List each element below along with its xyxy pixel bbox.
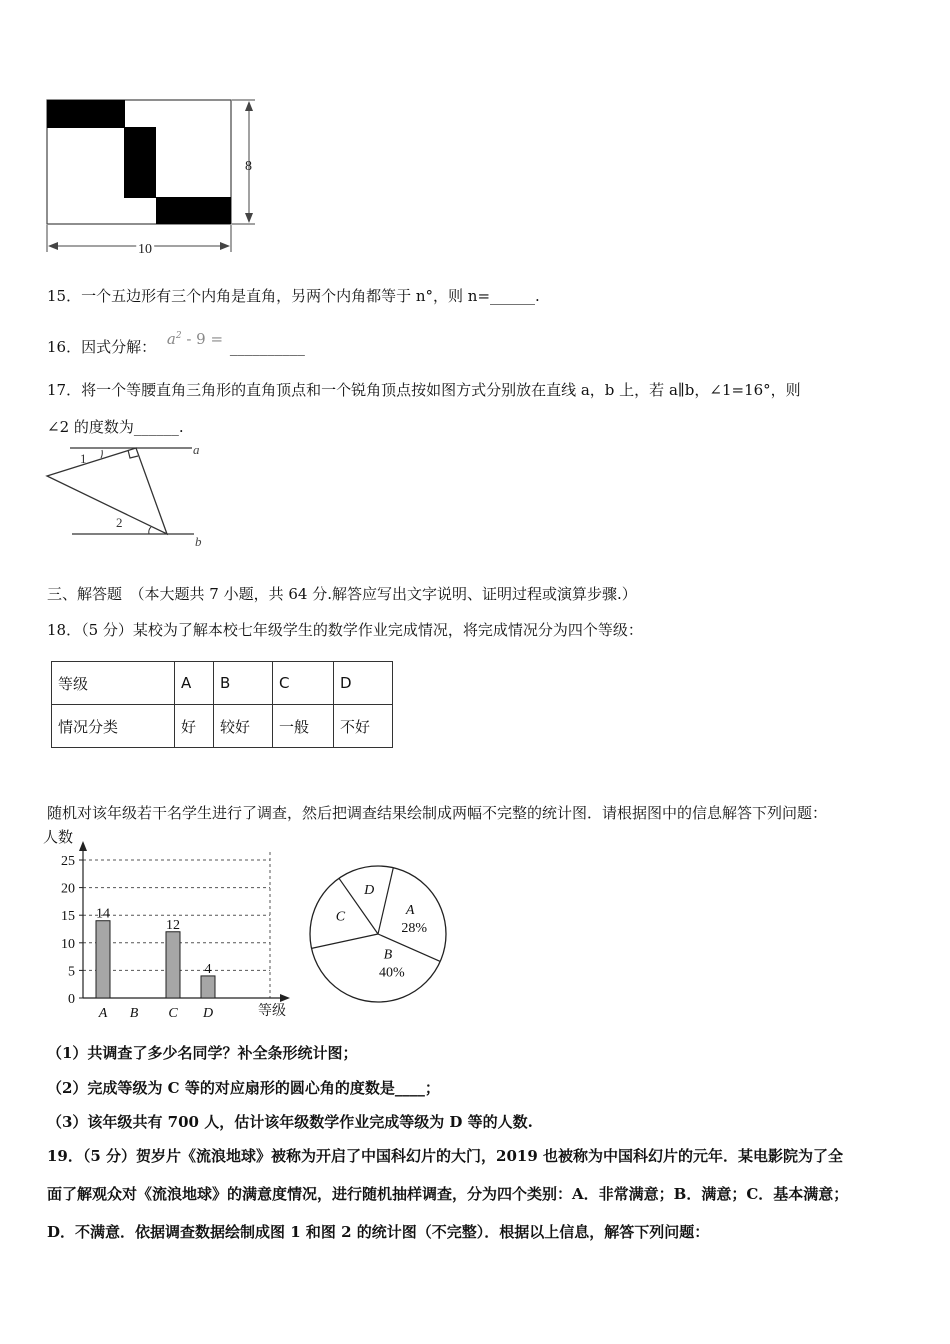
- x-category-label: B: [129, 1006, 139, 1021]
- table-cell: 较好: [214, 705, 273, 748]
- question-18-sub3: （3）该年级共有 700 人，估计该年级数学作业完成等级为 D 等的人数.: [47, 1113, 533, 1131]
- y-tick-label: 0: [68, 992, 75, 1007]
- bar-chart-ylabel: 人数: [43, 830, 74, 846]
- bar-D: [201, 976, 215, 998]
- table-cell: A: [175, 662, 214, 705]
- bar-A: [96, 921, 110, 998]
- y-tick-label: 5: [68, 964, 75, 980]
- question-16-prefix: 16．因式分解：: [47, 338, 157, 356]
- black-block-top: [47, 100, 125, 128]
- table-cell: C: [273, 662, 334, 705]
- bar-data-label: 12: [166, 917, 180, 933]
- rectangle-figure: [40, 92, 270, 262]
- label-b: b: [195, 534, 202, 549]
- question-16-blank: __________: [229, 338, 305, 356]
- black-block-bottom: [156, 197, 231, 224]
- question-16: [47, 330, 305, 357]
- y-tick-label: 15: [61, 909, 75, 925]
- bar-data-label: 4: [204, 961, 212, 977]
- x-category-label: D: [202, 1006, 214, 1021]
- table-cell: B: [214, 662, 273, 705]
- pie-label-B: B: [383, 947, 393, 963]
- question-18-sub1: （1）共调查了多少名同学？补全条形统计图；: [47, 1044, 358, 1062]
- x-category-label: C: [168, 1006, 178, 1021]
- table-cell: 不好: [334, 705, 393, 748]
- y-tick-label: 25: [61, 854, 75, 869]
- pie-value-label: 28%: [401, 920, 428, 936]
- angle-1-arc: [101, 450, 102, 458]
- label-a: a: [193, 442, 200, 457]
- bar-chart-xlabel: 等级: [258, 1004, 286, 1019]
- question-16-expression: $a^2 - 9$ =: [166, 330, 224, 348]
- table-cell: 一般: [273, 705, 334, 748]
- grade-table: [51, 661, 393, 748]
- y-tick-label: 10: [61, 936, 75, 952]
- question-19-line1: 19．（5 分）贺岁片《流浪地球》被称为开启了中国科幻片的大门，2019 也被称为中国科幻片的元年．某电影院为了全: [47, 1147, 844, 1165]
- pie-label-D: D: [364, 882, 375, 898]
- label-1: 1: [80, 451, 87, 466]
- question-18-intro: 18．（5 分）某校为了解本校七年级学生的数学作业完成情况，将完成情况分为四个等级：: [47, 621, 643, 639]
- height-label: 8: [245, 159, 252, 174]
- table-row: [52, 662, 393, 705]
- pie-label-C: C: [335, 909, 346, 925]
- table-cell: 等级: [52, 662, 175, 705]
- survey-text: 随机对该年级若干名学生进行了调查，然后把调查结果绘制成两幅不完整的统计图．请根据图中的信息解答下列问题：: [47, 804, 828, 822]
- question-19-line3: D．不满意．依据调查数据绘制成图 1 和图 2 的统计图（不完整）．根据以上信息，解答下列问题：: [47, 1223, 710, 1241]
- table-cell: 好: [175, 705, 214, 748]
- table-row: [52, 705, 393, 748]
- triangle-parallel-lines-figure: [40, 440, 220, 555]
- x-category-label: A: [98, 1006, 108, 1021]
- y-tick-label: 20: [61, 881, 75, 897]
- table-cell: D: [334, 662, 393, 705]
- angle-2-arc: [149, 527, 151, 534]
- y-axis-arrow: [79, 841, 87, 851]
- pie-chart: [300, 858, 460, 1018]
- x-axis-arrow: [280, 994, 290, 1002]
- bar-chart: [40, 825, 300, 1025]
- question-18-sub2: （2）完成等级为 C 等的对应扇形的圆心角的度数是____；: [47, 1079, 440, 1097]
- question-15: 15．一个五边形有三个内角是直角，另两个内角都等于 n°，则 n=______.: [47, 287, 540, 305]
- pie-label-A: A: [405, 902, 415, 918]
- table-cell: 情况分类: [52, 705, 175, 748]
- isosceles-right-triangle: [47, 448, 167, 534]
- question-17-line2: ∠2 的度数为______.: [47, 418, 184, 436]
- black-block-middle: [124, 127, 156, 198]
- question-17-line1: 17．将一个等腰直角三角形的直角顶点和一个锐角顶点按如图方式分别放在直线 a，b 上，若 a∥b，∠1=16°，则: [47, 381, 801, 399]
- bar-C: [166, 932, 180, 998]
- bar-data-label: 14: [96, 906, 110, 922]
- section-3-title: 三、解答题 （本大题共 7 小题，共 64 分.解答应写出文字说明、证明过程或演算步骤.）: [47, 585, 637, 603]
- width-label: 10: [138, 242, 152, 257]
- pie-value-label: 40%: [379, 965, 405, 981]
- question-19-line2: 面了解观众对《流浪地球》的满意度情况，进行随机抽样调查，分为四个类别：A．非常满意；B．满意；C．基本满意；: [47, 1185, 849, 1203]
- label-2: 2: [116, 515, 123, 530]
